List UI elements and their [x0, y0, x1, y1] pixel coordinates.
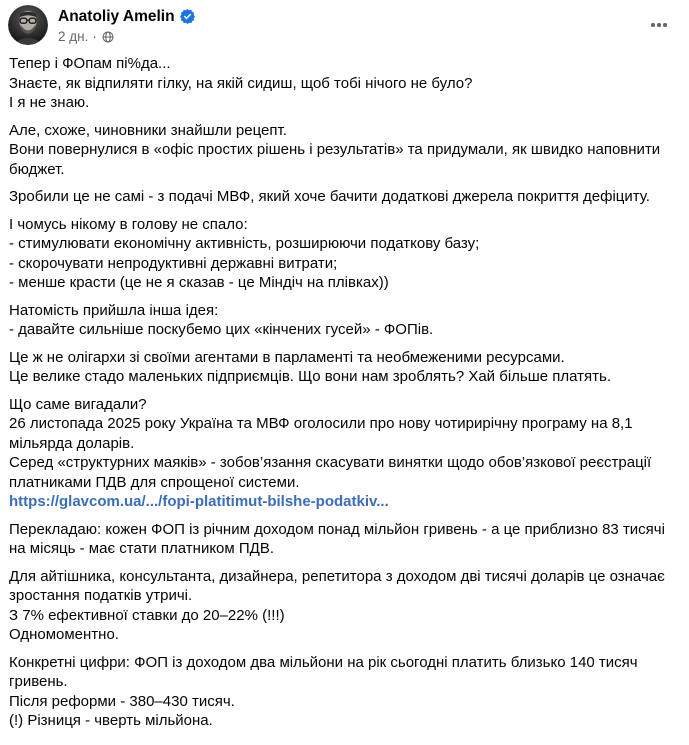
- post-text-line: Тепер і ФОпам пі%да...: [9, 55, 171, 72]
- post-text-line: - стимулювати економічну активність, розширюючи податкову базу;: [9, 235, 480, 252]
- post-paragraph: [9, 215, 680, 293]
- post-text-line: - менше красти (це не я сказав - це Міндіч на плівках)): [9, 274, 389, 291]
- globe-icon: [102, 31, 114, 43]
- post-paragraph: [9, 121, 680, 180]
- post-text-line: Вони повернулися в «офіс простих рішень і результатів» та придумали, як швидко наповнити бюджет.: [9, 141, 661, 178]
- post-text-line: (!) Різниця - чверть мільйона.: [9, 712, 213, 729]
- ellipsis-icon: [651, 23, 667, 27]
- post-text-line: З 7% ефективної ставки до 20–22% (!!!): [9, 606, 285, 624]
- post-content: [0, 45, 689, 731]
- post-text-line: Натомість прийшла інша ідея:: [9, 301, 219, 319]
- post-text-line: Після реформи - 380–430 тисяч.: [9, 692, 235, 710]
- post-paragraph: [9, 520, 680, 559]
- post-text-line: Що саме вигадали?: [9, 395, 147, 413]
- post-text-line: Це велике стадо маленьких підприємців. Що вони нам зроблять? Хай більше платять.: [9, 368, 611, 385]
- post-text-line: Знаєте, як відпиляти гілку, на якій сидиш, щоб тобі нічого не було?: [9, 74, 473, 92]
- post-text-line: І чомусь нікому в голову не спало:: [9, 215, 248, 233]
- post-text-line: Для айтішника, консультанта, дизайнера, репетитора з доходом дві тисячі доларів це означає зростання податків утричі.: [9, 567, 665, 604]
- post-paragraph: [9, 395, 680, 512]
- post-header: [0, 0, 689, 45]
- author-name[interactable]: Anatoliy Amelin: [58, 8, 175, 25]
- verified-badge-icon: [180, 9, 195, 24]
- post-paragraph: [9, 567, 680, 645]
- header-text: [58, 5, 643, 45]
- post-text-line: Конкретні цифри: ФОП із доходом два мільйони на рік сьогодні платить близько 140 тисяч гривень.: [9, 653, 638, 690]
- post-text-line: Це ж не олігархи зі своїми агентами в парламенті та необмеженими ресурсами.: [9, 348, 565, 366]
- post-link[interactable]: https://glavcom.ua/.../fopi-platitimut-bilshe-podatkiv...: [9, 493, 389, 510]
- post-paragraph: [9, 54, 680, 113]
- post-text-line: Але, схоже, чиновники знайшли рецепт.: [9, 121, 287, 139]
- post-paragraph: [9, 301, 680, 340]
- post-text-line: Серед «структурних маяків» - зобов’язання скасувати винятки щодо обов’язкової реєстрації платниками ПДВ для спрощеної системи.: [9, 454, 652, 491]
- post-paragraph: [9, 653, 680, 731]
- post-paragraph: [9, 187, 680, 207]
- post-text-line: Одномоментно.: [9, 626, 119, 643]
- avatar-photo: [8, 5, 48, 45]
- meta-separator: ·: [92, 29, 97, 44]
- post-text-line: - давайте сильніше поскубемо цих «кінчених гусей» - ФОПів.: [9, 321, 434, 338]
- post-text-line: 26 листопада 2025 року Україна та МВФ оголосили про нову чотирирічну програму на 8,1 мільярда доларів.: [9, 415, 633, 452]
- post-meta-row: [58, 28, 643, 45]
- post-timestamp[interactable]: 2 дн.: [58, 29, 89, 44]
- post-text-line: - скорочувати непродуктивні державні витрати;: [9, 254, 338, 272]
- post-text-line: І я не знаю.: [9, 94, 90, 111]
- post-text-line: Перекладаю: кожен ФОП із річним доходом понад мільйон гривень - а це приблизно 83 тисячі на місяць - має стати платником ПДВ.: [9, 520, 665, 557]
- post-text-line: Зробили це не самі - з подачі МВФ, який хоче бачити додаткові джерела покриття дефіциту.: [9, 188, 650, 205]
- profile-avatar[interactable]: [8, 5, 48, 45]
- post-paragraph: [9, 348, 680, 387]
- author-name-row: [58, 7, 643, 26]
- post-link-line: [9, 492, 680, 512]
- more-options-button[interactable]: [643, 9, 675, 41]
